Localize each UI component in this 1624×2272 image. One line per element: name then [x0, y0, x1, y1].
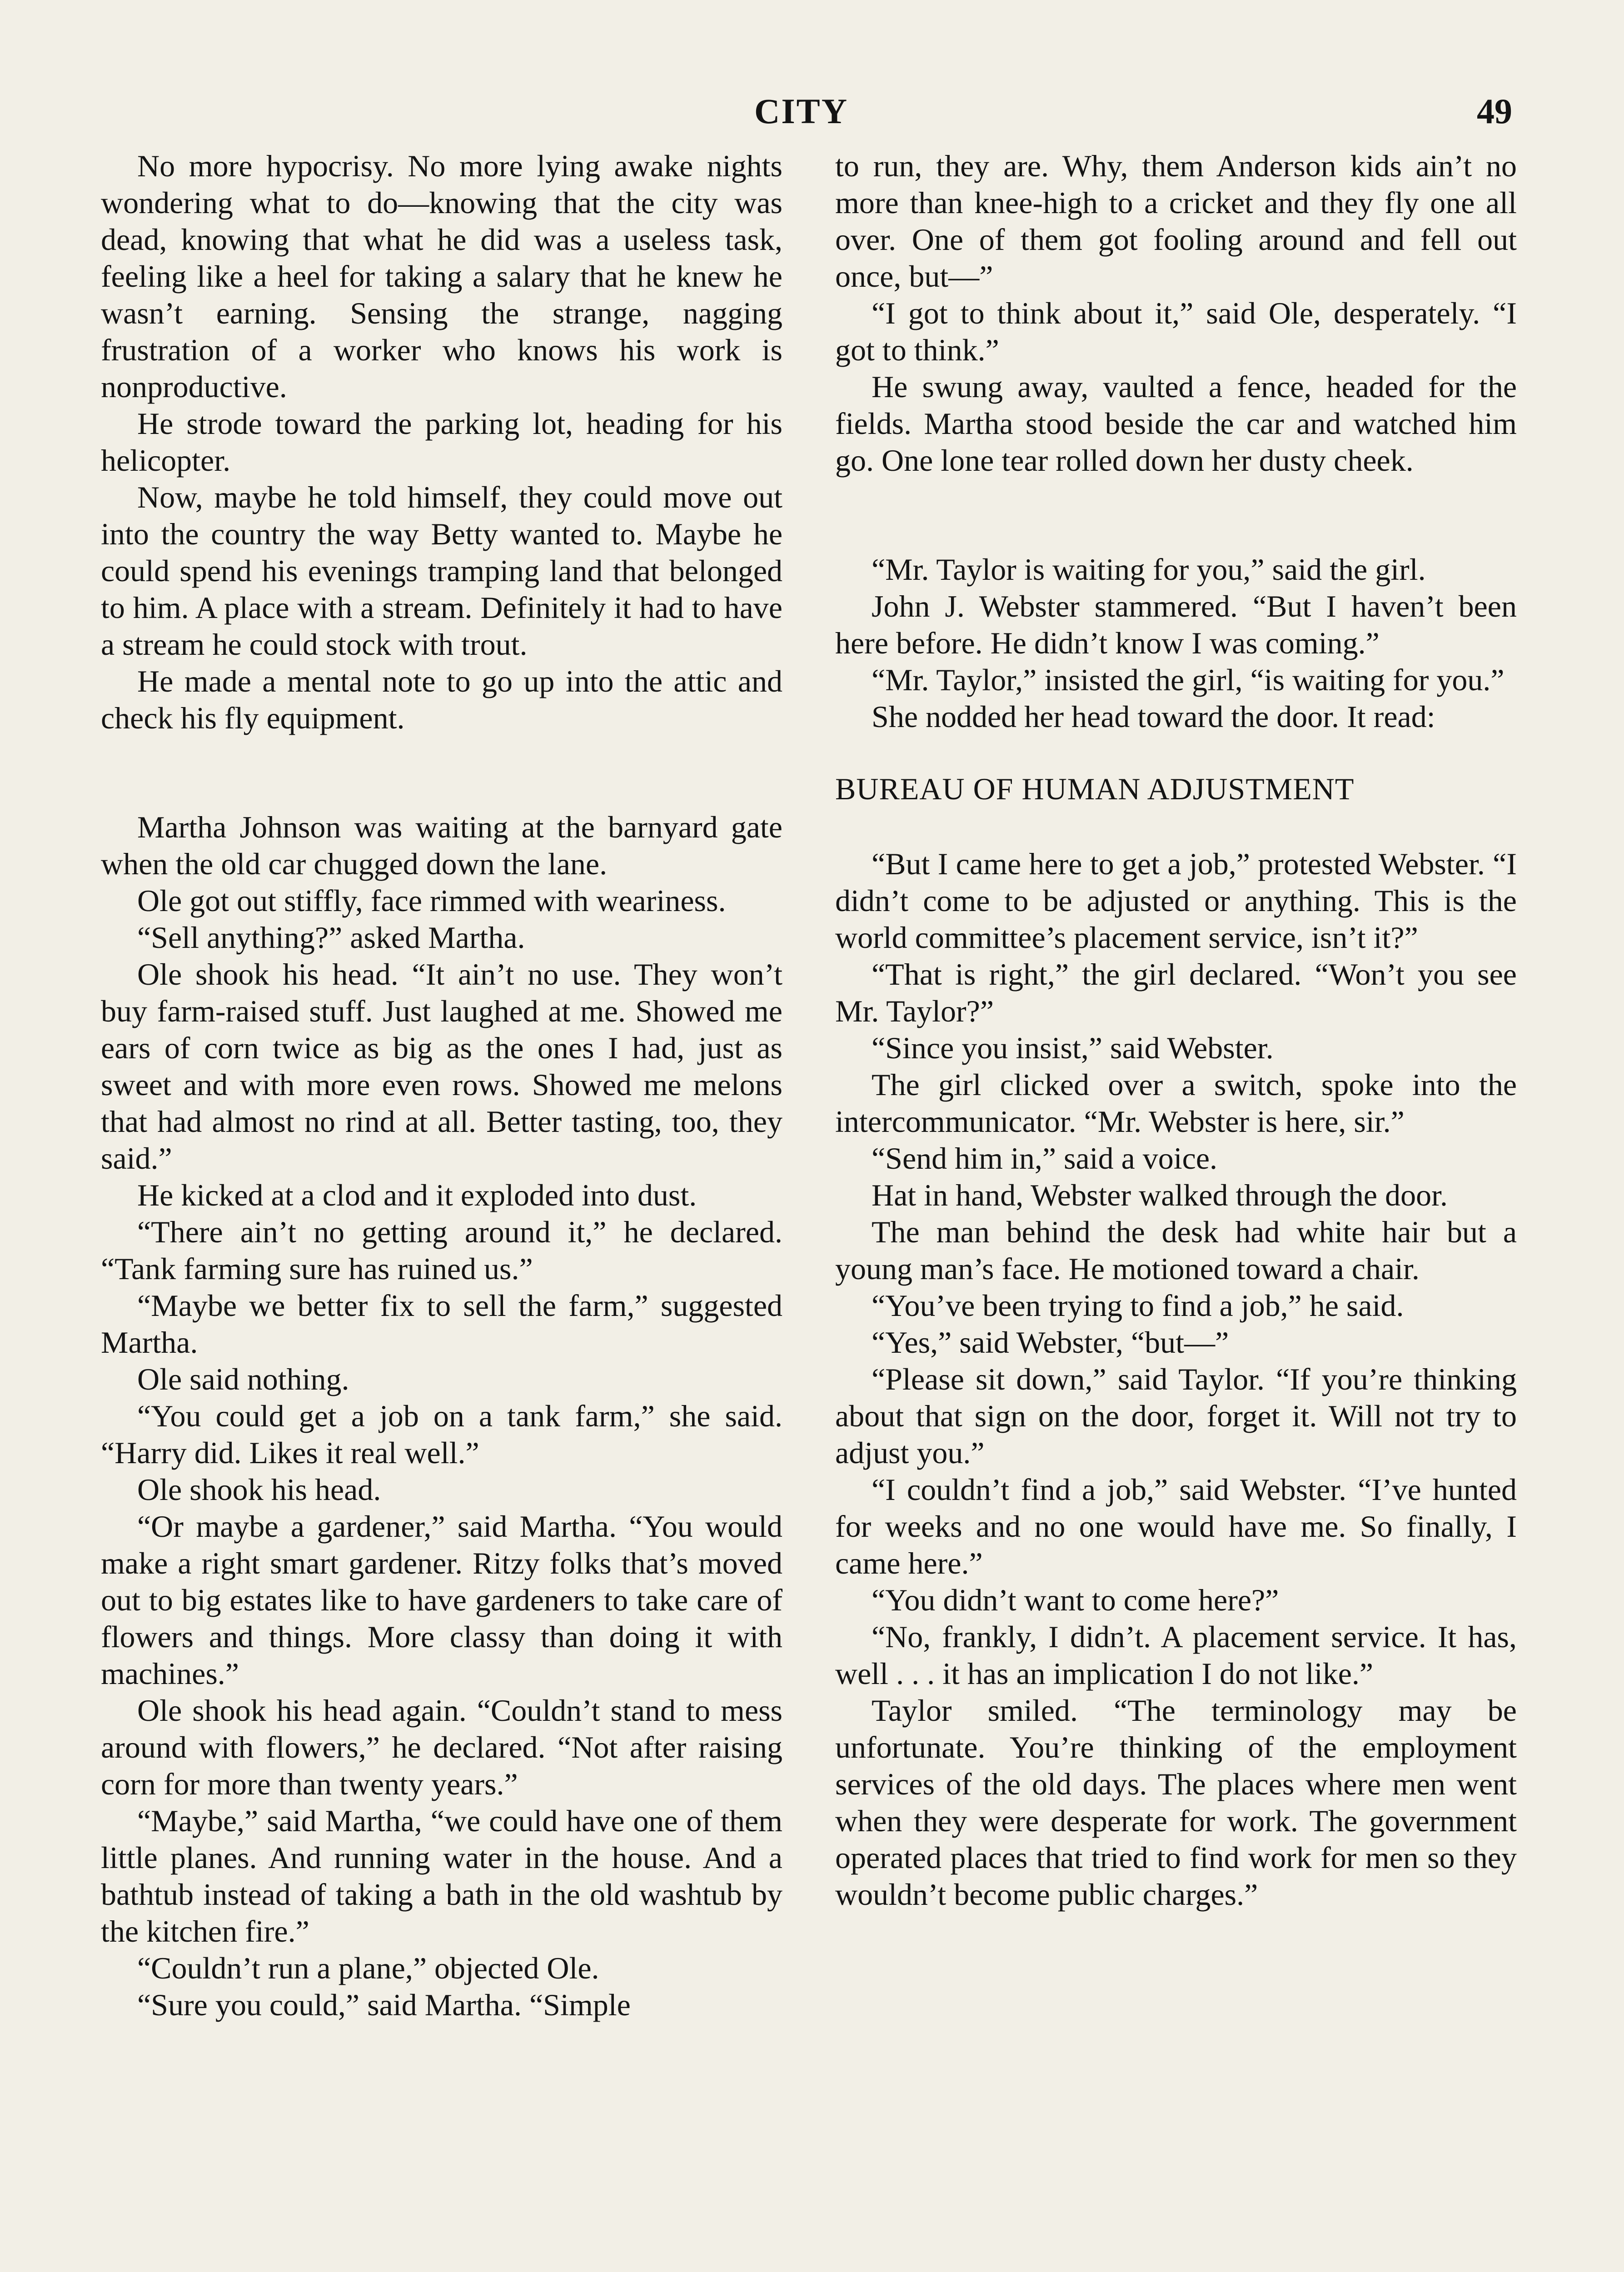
paragraph: “You’ve been trying to find a job,” he said. [872, 1288, 1404, 1323]
paragraph: Ole shook his head. [137, 1472, 381, 1507]
right-column [835, 148, 1517, 1913]
left-column [101, 148, 782, 2023]
paragraph: The man behind the desk had white hair but a young man’s face. He motioned toward a chair. [835, 1215, 1517, 1286]
paragraph: “Couldn’t run a plane,” objected Ole. [137, 1951, 599, 1985]
running-head [0, 91, 1624, 141]
paragraph: She nodded her head toward the door. It read: [872, 699, 1435, 734]
paragraph: “Sure you could,” said Martha. “Simple [137, 1988, 631, 2022]
paragraph: “There ain’t no getting around it,” he declared. “Tank farming sure has ruined us.” [101, 1215, 782, 1286]
paragraph: Ole said nothing. [137, 1362, 349, 1396]
paragraph: “You could get a job on a tank farm,” she said. “Harry did. Likes it real well.” [101, 1399, 782, 1470]
paragraph: Now, maybe he told himself, they could move out into the country the way Betty wanted to. Maybe he could spend his evenings tramping land that belonged to him. A place with a stream. Definitely it had to have a stream he could stock with trout. [101, 480, 782, 662]
paragraph: Ole shook his head again. “Couldn’t stand to mess around with flowers,” he declared. “Not after raising corn for more than twenty years.” [101, 1693, 782, 1801]
paragraph: Ole got out stiffly, face rimmed with weariness. [137, 883, 726, 918]
paragraph: Hat in hand, Webster walked through the door. [872, 1178, 1448, 1212]
paragraph: “Sell anything?” asked Martha. [137, 920, 525, 955]
paragraph: “Maybe,” said Martha, “we could have one of them little planes. And running water in the house. And a bathtub instead of taking a bath in the old washtub by the kitchen fire.” [101, 1804, 782, 1948]
page-title: CITY [754, 91, 849, 131]
paragraph: No more hypocrisy. No more lying awake nights wondering what to do—knowing that the city was dead, knowing that what he did was a useless task, feeling like a heel for taking a salary that he knew he wasn’t earning. Sensing the strange, nagging frustration of a worker who knows his work is nonproductive. [101, 149, 782, 404]
paragraph: He strode toward the parking lot, heading for his helicopter. [101, 406, 782, 478]
section-break-paragraph: “Mr. Taylor is waiting for you,” said the girl. [872, 552, 1426, 587]
paragraph: John J. Webster stammered. “But I haven’t been here before. He didn’t know I was coming.” [835, 589, 1517, 660]
paragraph: “Send him in,” said a voice. [872, 1141, 1218, 1176]
paragraph: Taylor smiled. “The terminology may be unfortunate. You’re thinking of the employment services of the old days. The places where men went when they were desperate for work. The government operated places that tried to find work for men so they wouldn’t become public charges.” [835, 1693, 1517, 1912]
paragraph: The girl clicked over a switch, spoke into the intercommunicator. “Mr. Webster is here, sir.” [835, 1067, 1517, 1139]
paragraph: “Or maybe a gardener,” said Martha. “You would make a right smart gardener. Ritzy folks that’s moved out to big estates like to have gardeners to take care of flowers and things. More classy than doing it with machines.” [101, 1509, 782, 1691]
page-number: 49 [1477, 91, 1512, 131]
paragraph: “I couldn’t find a job,” said Webster. “I’ve hunted for weeks and no one would have me. So finally, I came here.” [835, 1472, 1517, 1580]
paragraph: “Since you insist,” said Webster. [872, 1031, 1274, 1065]
paragraph: He made a mental note to go up into the attic and check his fly equipment. [101, 664, 782, 735]
paragraph: “Mr. Taylor,” insisted the girl, “is waiting for you.” [872, 663, 1504, 697]
paragraph: He kicked at a clod and it exploded into dust. [137, 1178, 697, 1212]
section-break-paragraph: Martha Johnson was waiting at the barnyard gate when the old car chugged down the lane. [101, 810, 782, 881]
paragraph: “You didn’t want to come here?” [872, 1583, 1279, 1617]
paragraph: “Please sit down,” said Taylor. “If you’re thinking about that sign on the door, forget it. Will not try to adjust you.” [835, 1362, 1517, 1470]
paragraph: He swung away, vaulted a fence, headed for the fields. Martha stood beside the car and watched him go. One lone tear rolled down her dusty cheek. [835, 369, 1517, 478]
paragraph: “I got to think about it,” said Ole, desperately. “I got to think.” [835, 296, 1517, 367]
door-sign-text: BUREAU OF HUMAN ADJUSTMENT [835, 772, 1355, 806]
paragraph: “That is right,” the girl declared. “Won’t you see Mr. Taylor?” [835, 957, 1517, 1028]
paragraph: “No, frankly, I didn’t. A placement service. It has, well . . . it has an implication I do not like.” [835, 1619, 1517, 1691]
paragraph: Ole shook his head. “It ain’t no use. They won’t buy farm-raised stuff. Just laughed at me. Showed me ears of corn twice as big as the ones I had, just as sweet and with more even rows. Showed me melons that had almost no rind at all. Better tasting, too, they said.” [101, 957, 782, 1176]
paragraph: “Yes,” said Webster, “but—” [872, 1325, 1229, 1360]
paragraph: to run, they are. Why, them Anderson kids ain’t no more than knee-high to a cricket and they fly one all over. One of them got fooling around and fell out once, but—” [835, 149, 1517, 294]
paragraph: “Maybe we better fix to sell the farm,” suggested Martha. [101, 1288, 782, 1360]
paragraph: “But I came here to get a job,” protested Webster. “I didn’t come to be adjusted or anything. This is the world committee’s placement service, isn’t it?” [835, 847, 1517, 955]
